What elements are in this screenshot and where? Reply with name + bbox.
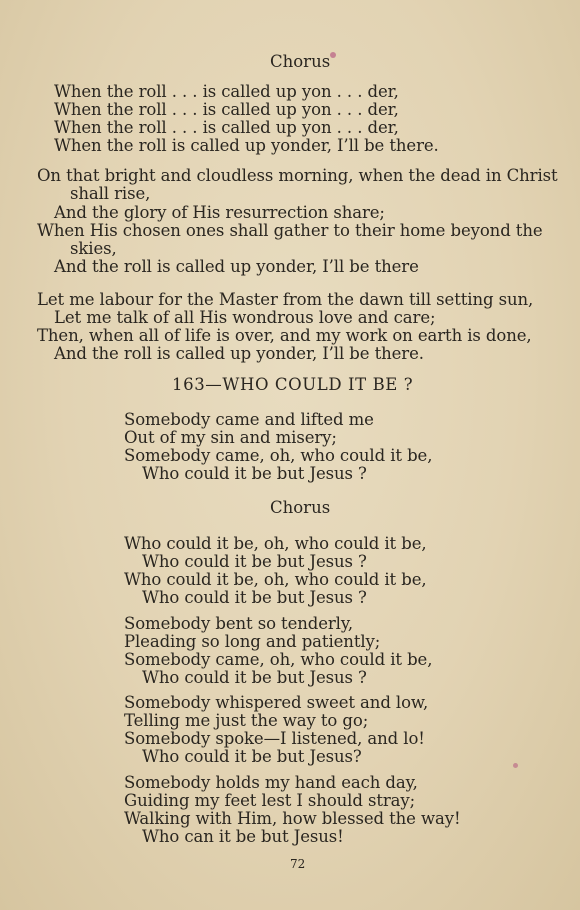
verse-line: Let me talk of all His wondrous love and care; — [54, 308, 436, 327]
stanza-line: Somebody spoke—I listened, and lo! — [124, 729, 425, 748]
stanza-line: Somebody came and lifted me — [124, 410, 374, 429]
chorus-line: When the roll . . . is called up yon . . . der, — [54, 100, 399, 119]
chorus-line: When the roll is called up yonder, I’ll be there. — [54, 136, 439, 155]
verse-line: On that bright and cloudless morning, when the dead in Christ — [37, 166, 558, 185]
chorus-line: Who could it be but Jesus ? — [142, 552, 367, 571]
stanza-line: Somebody came, oh, who could it be, — [124, 650, 433, 669]
verse-line: skies, — [70, 239, 117, 258]
stanza-line: Walking with Him, how blessed the way! — [124, 809, 461, 828]
stanza-line: Out of my sin and misery; — [124, 428, 337, 447]
chorus-line: When the roll . . . is called up yon . . . der, — [54, 118, 399, 137]
chorus-line: Who could it be, oh, who could it be, — [124, 570, 427, 589]
verse-line: And the glory of His resurrection share; — [54, 203, 385, 222]
stanza-line: Who could it be but Jesus ? — [142, 668, 367, 687]
chorus-line: When the roll . . . is called up yon . . . der, — [54, 82, 399, 101]
verse-line: shall rise, — [70, 184, 151, 203]
stanza-line: Somebody whispered sweet and low, — [124, 693, 429, 712]
stanza-line: Guiding my feet lest I should stray; — [124, 791, 416, 810]
chorus-line: Who could it be, oh, who could it be, — [124, 534, 427, 553]
verse-line: Then, when all of life is over, and my work on earth is done, — [37, 326, 532, 345]
ink-spot — [513, 763, 518, 768]
stanza-line: Who can it be but Jesus! — [142, 827, 344, 846]
stanza-line: Pleading so long and patiently; — [124, 632, 381, 651]
chorus-heading: Chorus — [270, 498, 331, 517]
chorus-heading: Chorus — [270, 52, 331, 71]
stanza-line: Somebody bent so tenderly, — [124, 614, 354, 633]
verse-line: Let me labour for the Master from the dawn till setting sun, — [37, 290, 534, 309]
stanza-line: Who could it be but Jesus ? — [142, 464, 367, 483]
stanza-line: Somebody came, oh, who could it be, — [124, 446, 433, 465]
stanza-line: Telling me just the way to go; — [124, 711, 369, 730]
verse-line: When His chosen ones shall gather to their home beyond the — [37, 221, 543, 240]
page-number: 72 — [290, 857, 306, 871]
stanza-line: Who could it be but Jesus? — [142, 747, 362, 766]
verse-line: And the roll is called up yonder, I’ll be there — [54, 257, 419, 276]
chorus-line: Who could it be but Jesus ? — [142, 588, 367, 607]
verse-line: And the roll is called up yonder, I’ll be there. — [54, 344, 424, 363]
hymn-title: 163—WHO COULD IT BE ? — [172, 375, 414, 394]
ink-spot — [330, 52, 336, 58]
stanza-line: Somebody holds my hand each day, — [124, 773, 418, 792]
